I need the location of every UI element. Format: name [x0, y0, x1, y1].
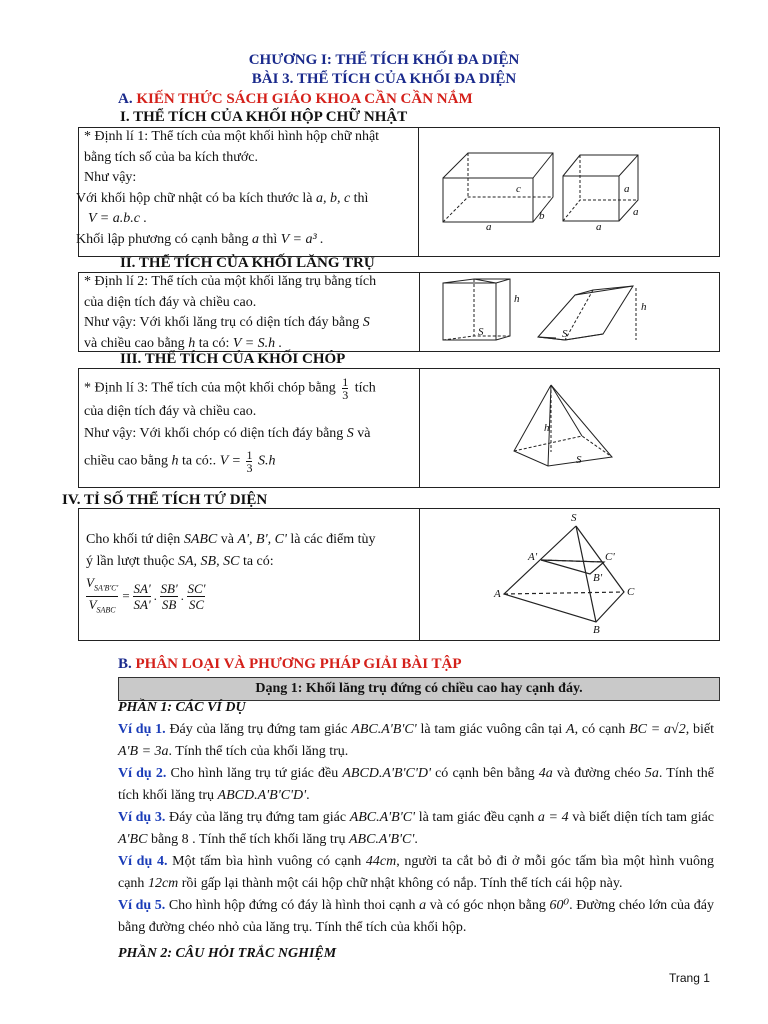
page-number: Trang 1 — [669, 971, 710, 985]
box-label-c: c — [516, 183, 521, 195]
ratio-frac-sc: $\frac{SC'}{SC}$ — [187, 580, 206, 612]
cube-label-a3: a — [596, 221, 602, 233]
part1-heading: I. THỂ TÍCH CỦA KHỐI HỘP CHỮ NHẬT — [120, 109, 408, 125]
ratio-formula: $V_{SA'B'C'}$ $V_{SABC}$ = $\frac{SA'}{SA'}$ . $\frac{SB'}{SB}$ . $\frac{SC'}{SC}$ — [86, 575, 426, 617]
theorem1-line4: Với khối hộp chữ nhật có ba kích thước là a, b, c thì — [76, 190, 369, 206]
theorem1-line2: bằng tích số của ba kích thước. — [84, 149, 258, 165]
section-b-title: PHÂN LOẠI VÀ PHƯƠNG PHÁP GIẢI BÀI TẬP — [135, 656, 462, 672]
part2-heading: II. THỂ TÍCH CỦA KHỐI LĂNG TRỤ — [120, 255, 375, 271]
chapter-title: CHƯƠNG I: THỂ TÍCH KHỐI ĐA DIỆN — [248, 52, 520, 68]
section-a-title: KIẾN THỨC SÁCH GIÁO KHOA CẦN CẦN NẮM — [136, 91, 473, 107]
box-label-b: b — [539, 210, 545, 222]
theorem2-line2: của diện tích đáy và chiều cao. — [84, 294, 257, 310]
example-5: Ví dụ 5. Cho hình hộp đứng có đáy là hình thoi cạnh a và có góc nhọn bằng 60⁰. Đường chéo lớn của đáy bằng đường chéo nhỏ của lăng trụ. Tính thể tích của khối hộp. — [118, 898, 714, 935]
section-b-heading — [118, 656, 462, 673]
prism2-label-s: S — [562, 328, 568, 340]
example-1: Ví dụ 1. Đáy của lăng trụ đứng tam giác ABC.A'B'C' là tam giác vuông cân tại A, có cạnh BC = a√2, biết A'B = 3a. Tính thể tích của khối lăng trụ. — [118, 722, 714, 759]
ratio-line1: Cho khối tứ diện SABC và A', B', C' là các điểm tùy — [86, 532, 376, 547]
cube-label-a2: a — [633, 206, 639, 218]
theorem3-formula-fraction: $\frac{1}{3}$ — [246, 448, 253, 475]
section-a-prefix: A. — [118, 91, 133, 107]
theorem3-line4: chiều cao bằng h ta có:. V = $\frac{1}{3}$ S.h — [84, 448, 276, 475]
pyramid-label-h: h — [544, 422, 550, 434]
theorem3-line3: Như vậy: Với khối chóp có diện tích đáy bằng S và — [84, 426, 371, 441]
part3-heading: III. THỂ TÍCH CỦA KHỐI CHÓP — [120, 351, 346, 367]
prism-label-s: S — [478, 326, 484, 338]
box-label-a: a — [486, 221, 492, 233]
cube-label-a1: a — [624, 183, 630, 195]
tetra-label-s: S — [571, 512, 577, 524]
theorem3-line1: * Định lí 3: Thể tích của một khối chóp bằng $\frac{1}{3}$ tích — [84, 375, 376, 402]
tetra-label-b-prime: B' — [593, 572, 603, 584]
prism-label-h: h — [514, 293, 520, 305]
type1-banner: Dạng 1: Khối lăng trụ đứng có chiều cao hay cạnh đáy. — [118, 677, 720, 701]
tetra-label-c: C — [627, 586, 635, 598]
theorem2-line1: * Định lí 2: Thể tích của một khối lăng trụ bằng tích — [84, 274, 377, 289]
theorem1-line3: Như vậy: — [84, 170, 137, 185]
theorem2-line4: và chiều cao bằng h ta có: V = S.h . — [84, 335, 283, 351]
prism2-label-h: h — [641, 301, 647, 313]
theorem3-line2: của diện tích đáy và chiều cao. — [84, 404, 257, 419]
part-quiz-heading: PHẦN 2: CÂU HỎI TRẮC NGHIỆM — [118, 946, 337, 961]
lesson-title: BÀI 3. THỂ TÍCH CỦA KHỐI ĐA DIỆN — [251, 71, 517, 87]
ratio-frac-sa: $\frac{SA'}{SA'}$ — [133, 580, 151, 612]
tetra-label-a-prime: A' — [528, 551, 538, 563]
theorem2-line3: Như vậy: Với khối lăng trụ có diện tích đáy bằng S — [84, 315, 370, 330]
ratio-volume-fraction: $V_{SA'B'C'}$ $V_{SABC}$ — [86, 575, 119, 615]
ratio-line2: ý lần lượt thuộc SA, SB, SC ta có: — [86, 554, 274, 569]
theorem1-formula: V = a.b.c . — [88, 211, 147, 226]
part-examples-heading: PHẦN 1: CÁC VÍ DỤ — [118, 700, 246, 715]
examples-list — [118, 719, 714, 939]
section-b-prefix: B. — [118, 656, 132, 672]
part4-heading: IV. TỈ SỐ THỂ TÍCH TỨ DIỆN — [62, 492, 268, 508]
tetra-label-a: A — [494, 588, 501, 600]
ratio-frac-sb: $\frac{SB'}{SB}$ — [160, 580, 178, 612]
example-4: Ví dụ 4. Một tấm bìa hình vuông có cạnh 44cm, người ta cắt bỏ đi ở mỗi góc tấm bìa một hình vuông cạnh 12cm rồi gấp lại thành một cái hộp chữ nhật không có nắp. Tính thể tích cái hộp này. — [118, 854, 714, 891]
theorem1-line6: Khối lập phương có cạnh bằng a thì V = a³ . — [76, 231, 324, 247]
theorem3-fraction: $\frac{1}{3}$ — [342, 375, 349, 402]
pyramid-label-s: S — [576, 454, 582, 466]
example-3: Ví dụ 3. Đáy của lăng trụ đứng tam giác ABC.A'B'C' là tam giác đều cạnh a = 4 và biết diện tích tam giác A'BC bằng 8 . Tính thể tích khối lăng trụ ABC.A'B'C'. — [118, 810, 715, 847]
example-2: Ví dụ 2. Cho hình lăng trụ tứ giác đều ABCD.A'B'C'D' có cạnh bên bằng 4a và đường chéo 5a. Tính thể tích khối lăng trụ ABCD.A'B'C'D'. — [118, 766, 714, 803]
tetra-label-b: B — [593, 624, 600, 636]
tetra-label-c-prime: C' — [605, 551, 615, 563]
theorem1-line1: * Định lí 1: Thể tích của một khối hình hộp chữ nhật — [84, 129, 380, 144]
